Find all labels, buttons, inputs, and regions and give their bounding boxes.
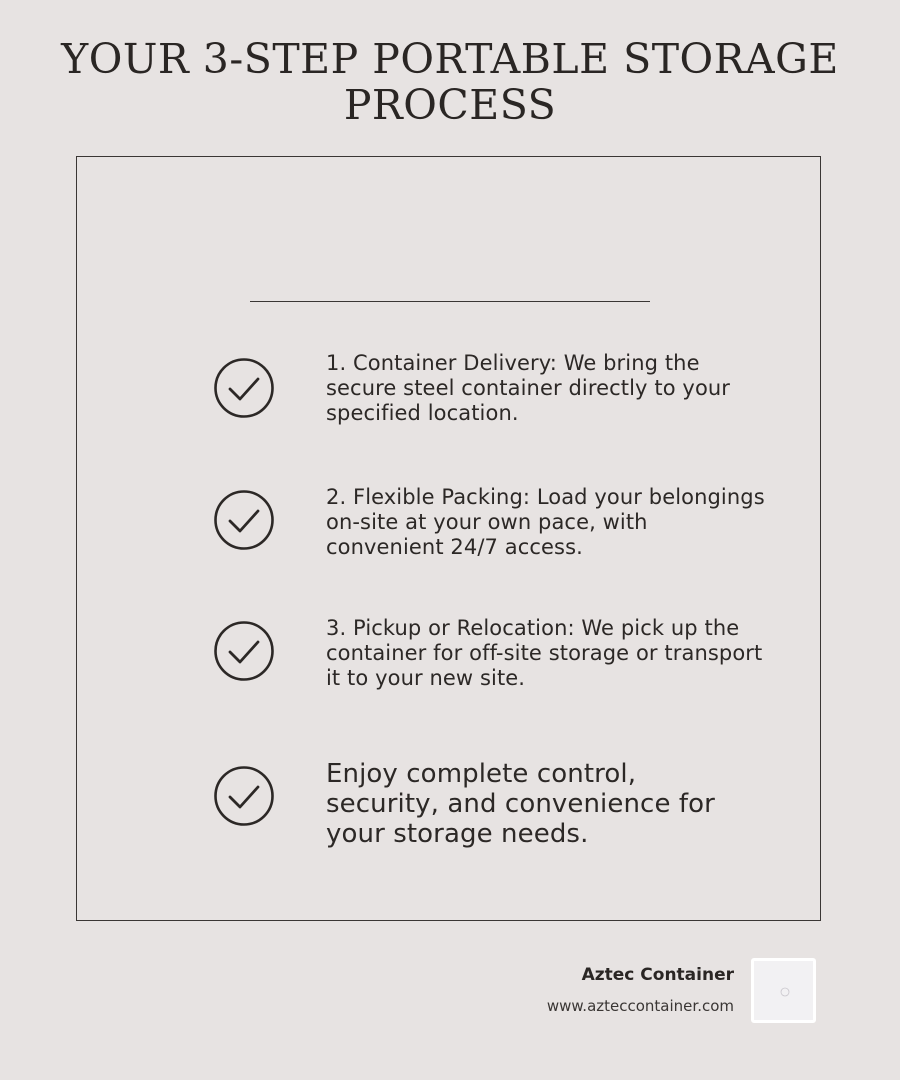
check-circle-icon <box>213 489 275 551</box>
check-circle-icon <box>213 765 275 827</box>
footer-company-name: Aztec Container <box>581 965 734 985</box>
step-text-2: 2. Flexible Packing: Load your belongings on-site at your own pace, with convenient 24/7 access. <box>326 485 765 559</box>
step-text-1: 1. Container Delivery: We bring the secure steel container directly to your specified location. <box>326 351 731 425</box>
footer-website-link[interactable]: www.azteccontainer.com <box>546 997 734 1015</box>
closing-text: Enjoy complete control, security, and convenience for your storage needs. <box>326 759 715 849</box>
check-circle-icon <box>213 620 275 682</box>
step-text-3: 3. Pickup or Relocation: We pick up the container for off-site storage or transport it to your new site. <box>326 616 763 690</box>
page-title: YOUR 3-STEP PORTABLE STORAGE PROCESS <box>61 35 839 129</box>
divider-line <box>250 301 650 302</box>
check-circle-icon <box>213 357 275 419</box>
brand-logo-icon <box>751 958 816 1023</box>
steps-panel <box>76 156 821 921</box>
